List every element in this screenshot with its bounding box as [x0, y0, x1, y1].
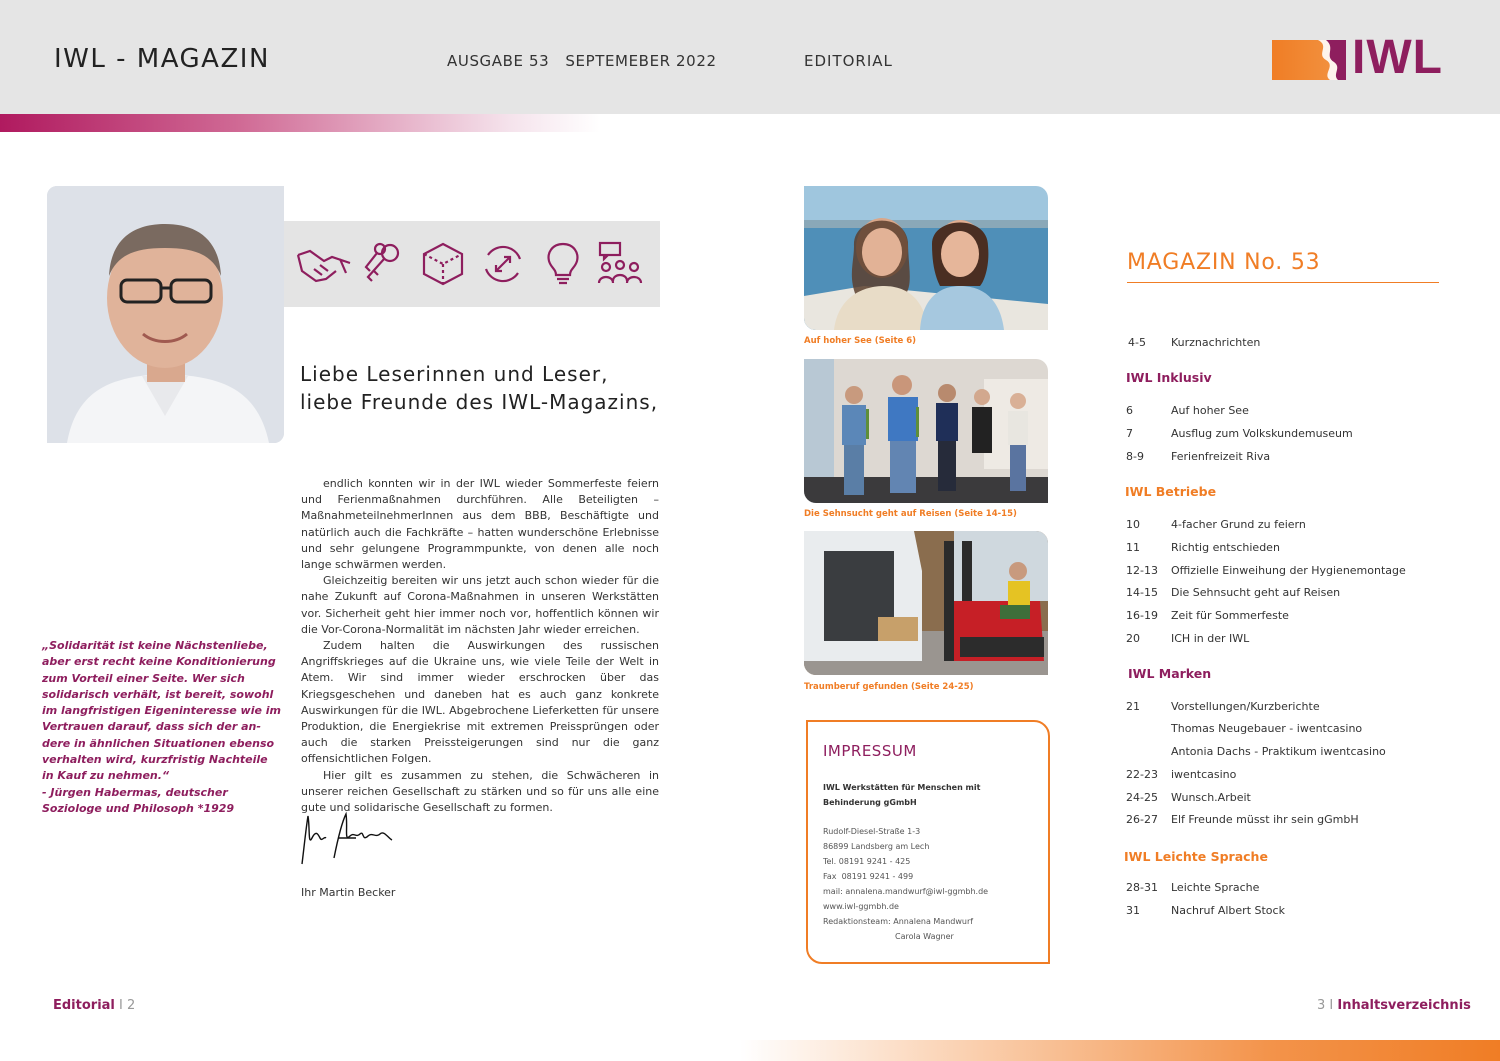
footer-right [1317, 998, 1471, 1013]
toc-text: Thomas Neugebauer - iwentcasino [1171, 722, 1363, 735]
toc-page: 20 [1126, 632, 1140, 645]
footer-separator: I [1329, 998, 1334, 1013]
toc-page: 7 [1126, 427, 1133, 440]
toc-section-betriebe: IWL Betriebe [1125, 484, 1217, 499]
impressum-line: Redaktionsteam: Annalena Mandwurf [823, 917, 974, 926]
greeting-line-2: liebe Freunde des IWL-Magazins, [300, 390, 659, 414]
toc-title: MAGAZIN No. 53 [1127, 250, 1321, 275]
footer-gradient-bar [740, 1040, 1500, 1061]
greeting-line-1: Liebe Leserinnen und Leser, [300, 362, 609, 386]
section-name: EDITORIAL [804, 52, 893, 70]
quote-line: Soziologe und Philosoph *1929 [42, 801, 235, 815]
editorial-body [301, 476, 659, 816]
photo-group-flowers [804, 359, 1048, 503]
paragraph: Hier gilt es zusammen zu stehen, die Schwächeren in unserer reichen Gesellschaft zu stärken und so für uns alle eine gute und solidarische Gesellschaft zu formen. [301, 768, 659, 815]
photo-caption-2: Die Sehnsucht geht auf Reisen (Seite 14-15) [804, 509, 1017, 519]
toc-text: ICH in der IWL [1171, 632, 1250, 645]
toc-text: Kurznachrichten [1171, 336, 1261, 349]
toc-page: 6 [1126, 404, 1133, 417]
habermas-quote [42, 638, 282, 817]
paragraph: Gleichzeitig bereiten wir uns jetzt auch schon wieder für die nahe Zukunft auf Corona-Maßnahmen in unseren Werkstätten vor. Sicherheit geht hier immer noch vor, hoffentlich können wir die Vor-Corona-Normalität im nächsten Jahr wieder erreichen. [301, 574, 659, 636]
keys-icon [360, 241, 406, 287]
lightbulb-icon [540, 241, 586, 287]
toc-text: iwentcasino [1171, 768, 1237, 781]
toc-text: Vorstellungen/Kurzberichte [1171, 700, 1320, 713]
impressum-org: IWL Werkstätten für Menschen mit Behinderung gGmbH [823, 783, 981, 807]
signature-name: Ihr Martin Becker [301, 886, 396, 899]
toc-text: Auf hoher See [1171, 404, 1249, 417]
quote-line: solidarisch verhält, ist bereit, sowohl [42, 687, 274, 701]
impressum-details [823, 824, 988, 944]
toc-page: 12-13 [1126, 564, 1158, 577]
photo-caption-3: Traumberuf gefunden (Seite 24-25) [804, 682, 974, 692]
page-number-right: 3 [1317, 998, 1326, 1013]
toc-page: 10 [1126, 518, 1140, 531]
footer-left [53, 998, 135, 1013]
impressum-email[interactable]: mail: annalena.mandwurf@iwl-ggmbh.de [823, 887, 989, 896]
toc-text: Ferienfreizeit Riva [1171, 450, 1271, 463]
quote-line: im langfristigen Eigeninteresse wie im [42, 704, 282, 718]
logo-text: IWL [1352, 31, 1443, 84]
impressum-line: Carola Wagner [895, 932, 954, 941]
handshake-icon [296, 241, 342, 287]
footer-section-editorial: Editorial [53, 998, 115, 1013]
impressum-line: Rudolf-Diesel-Straße 1-3 [823, 827, 921, 836]
quote-line: dere in ähnlichen Situationen ebenso [42, 736, 275, 750]
toc-text: Die Sehnsucht geht auf Reisen [1171, 586, 1341, 599]
toc-divider [1127, 282, 1439, 283]
handwritten-signature [298, 808, 398, 868]
page-number-left: 2 [127, 998, 136, 1013]
toc-section-marken: IWL Marken [1128, 666, 1212, 681]
toc-page: 14-15 [1126, 586, 1158, 599]
toc-text: Antonia Dachs - Praktikum iwentcasino [1171, 745, 1386, 758]
toc-page: 21 [1126, 700, 1140, 713]
quote-line: zum Vorteil einer Seite. Wer sich [42, 671, 245, 685]
toc-page: 8-9 [1126, 450, 1144, 463]
toc-section-leichte-sprache: IWL Leichte Sprache [1124, 849, 1268, 864]
quote-line: verhalten wird, kurzfristig Nachteile [42, 753, 268, 767]
exchange-arrows-icon [480, 241, 526, 287]
toc-text: Wunsch.Arbeit [1171, 791, 1251, 804]
impressum-line: 86899 Landsberg am Lech [823, 842, 930, 851]
impressum-line: Tel. 08191 9241 - 425 [823, 857, 911, 866]
icon-strip [284, 221, 660, 307]
quote-line: Vertrauen darauf, dass sich der an- [42, 720, 261, 734]
magazine-title: IWL - MAGAZIN [54, 44, 270, 74]
toc-text: Nachruf Albert Stock [1171, 904, 1285, 917]
toc-text: Ausflug zum Volkskundemuseum [1171, 427, 1353, 440]
toc-page: 26-27 [1126, 813, 1158, 826]
author-portrait [47, 186, 284, 443]
footer-separator: I [119, 998, 123, 1013]
toc-text: Zeit für Sommerfeste [1171, 609, 1289, 622]
paragraph: endlich konnten wir in der IWL wieder Sommerfeste feiern und Ferienmaßnahmen durchführen. Alle Beteiligten – MaßnahmeteilnehmerInnen aus dem BBB, Beschäftigte und natürlich auch die Fachkräfte – hatten wunderschöne Erlebnisse und sehr gelungene Programmpunkte, von denen alle noch lange schwärmen werden. [301, 477, 659, 572]
logo-mark [1272, 40, 1346, 80]
impressum-line: Fax 08191 9241 - 499 [823, 872, 914, 881]
toc-page: 22-23 [1126, 768, 1158, 781]
impressum-website[interactable]: www.iwl-ggmbh.de [823, 902, 899, 911]
toc-page: 31 [1126, 904, 1140, 917]
toc-page: 4-5 [1128, 336, 1146, 349]
photo-boat-selfie [804, 186, 1048, 330]
quote-line: „Solidarität ist keine Nächstenliebe, [42, 639, 268, 652]
iwl-logo [1272, 31, 1446, 84]
toc-page: 11 [1126, 541, 1140, 554]
toc-text: Offizielle Einweihung der Hygienemontage [1171, 564, 1406, 577]
toc-page: 24-25 [1126, 791, 1158, 804]
quote-line: aber erst recht keine Konditionierung [42, 655, 276, 669]
toc-page: 28-31 [1126, 881, 1158, 894]
impressum-box [806, 720, 1050, 964]
toc-text: Elf Freunde müsst ihr sein gGmbH [1171, 813, 1359, 826]
photo-forklift [804, 531, 1048, 675]
toc-section-inklusiv: IWL Inklusiv [1126, 370, 1212, 385]
quote-line: - Jürgen Habermas, deutscher [42, 785, 228, 799]
paragraph: Zudem halten die Auswirkungen des russischen Angriffskrieges auf die Ukraine uns, wie viele Teile der Welt in Atem. Wir sind immer wieder erschrocken über das Kriegsgeschehen und daneben hat es auch ganz konkrete Auswirkungen für die IWL. Abgebrochene Lieferketten für unsere Produktion, die Energiekrise mit extremen Preissprüngen oder auch die starken Preissteigerungen sind nur die ganz offensichtlichen Folgen. [301, 639, 659, 766]
issue-info: AUSGABE 53 SEPTEMEBER 2022 [447, 52, 717, 70]
footer-section-toc: Inhaltsverzeichnis [1337, 998, 1471, 1013]
toc-text: Richtig entschieden [1171, 541, 1280, 554]
greeting [300, 360, 658, 416]
cube-icon [420, 241, 466, 287]
photo-caption-1: Auf hoher See (Seite 6) [804, 336, 917, 346]
team-chat-icon [596, 241, 642, 287]
toc-text: 4-facher Grund zu feiern [1171, 518, 1306, 531]
quote-line: in Kauf zu nehmen.“ [42, 769, 170, 783]
header-gradient-bar [0, 114, 600, 132]
impressum-title: IMPRESSUM [823, 742, 917, 760]
toc-page: 16-19 [1126, 609, 1158, 622]
toc-text: Leichte Sprache [1171, 881, 1260, 894]
